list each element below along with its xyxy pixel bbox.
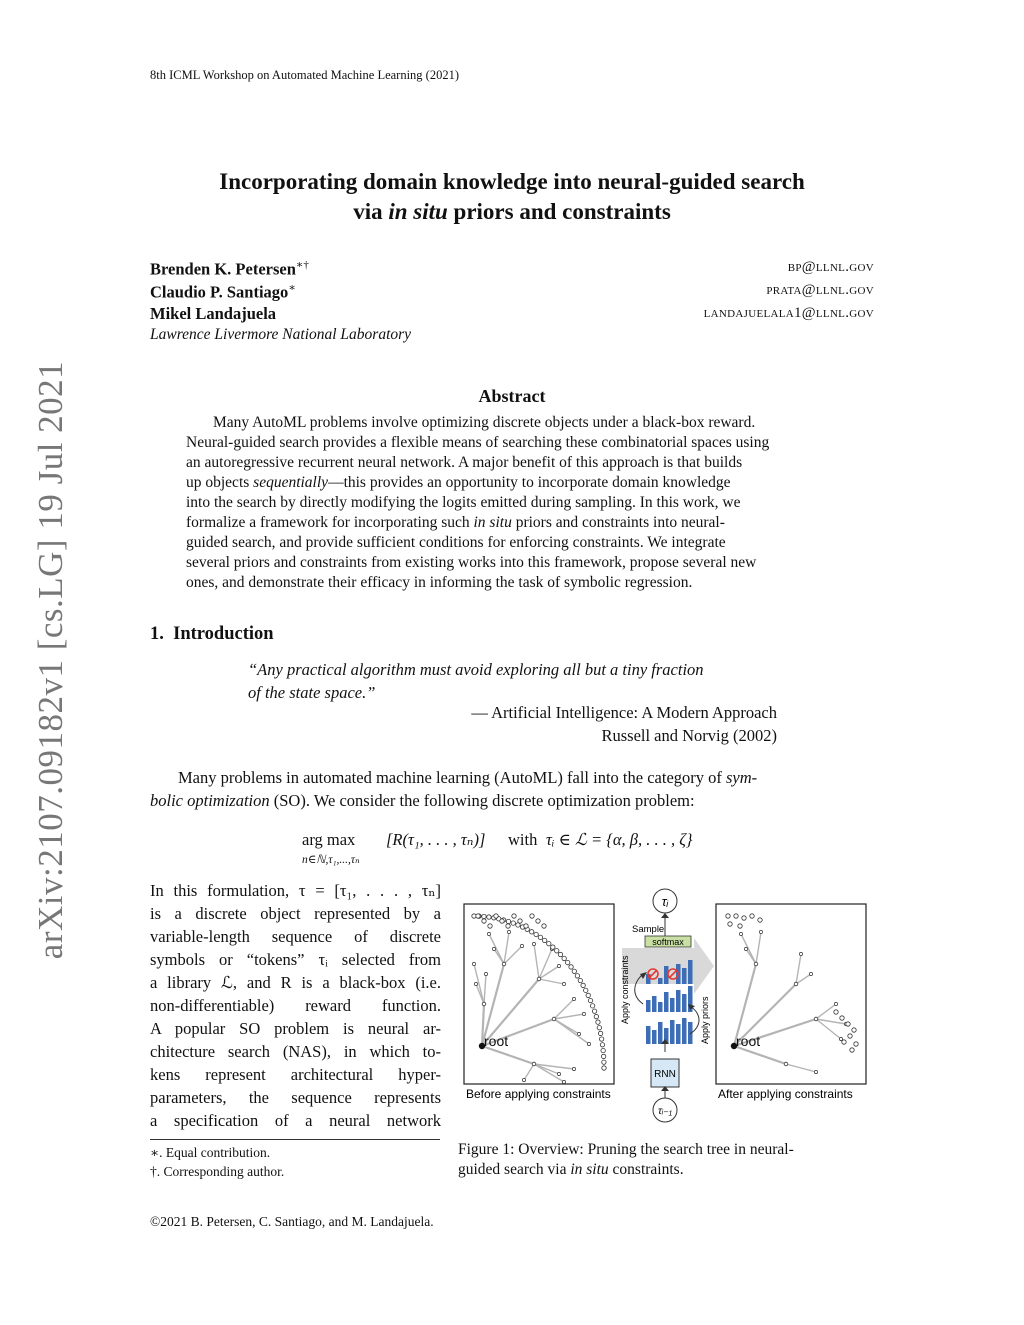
tree-leaf [551,945,555,949]
tree-leaf [728,922,732,926]
author-marks: ∗† [295,259,309,271]
author-email[interactable]: prata@llnl.gov [766,282,874,298]
logit-bar [652,1030,657,1044]
tree-leaf [850,1048,854,1052]
tree-node [562,1080,565,1083]
author-email[interactable]: bp@llnl.gov [787,259,874,275]
token-output-label: τᵢ [661,894,669,909]
tree-leaf [542,938,546,942]
apply-priors-label: Apply priors [700,996,710,1044]
arxiv-stamp: arXiv:2107.09182v1 [cs.LG] 19 Jul 2021 [31,360,70,960]
tree-leaf [482,914,486,918]
tree-leaf [581,983,585,987]
equation-argmax: arg max [302,830,356,849]
tree-node [502,962,506,966]
author-name: Brenden K. Petersen∗† [150,259,309,279]
tree-leaf [750,914,754,918]
paper-title-line2 [0,197,1024,227]
equation-with: with [508,830,538,849]
equation-condition: τᵢ ∈ ℒ = {α, β, . . . , ζ} [546,830,693,849]
tree-leaf [506,924,510,928]
affiliation: Lawrence Livermore National Laboratory [150,326,412,343]
logit-bar [664,992,669,1012]
author-name: Claudio P. Santiago∗ [150,282,296,302]
epigraph-attribution: Russell and Norvig (2002) [601,726,777,745]
author-row [150,281,874,304]
logits-raw [646,1018,693,1044]
tree-leaf [846,1022,850,1026]
logit-bar [652,996,657,1012]
tree-leaf [488,924,492,928]
title-italic: in situ [388,199,448,224]
logit-bar [676,1024,681,1044]
tree-leaf [529,930,533,934]
tree-node [582,1012,585,1015]
tree-node [577,1032,580,1035]
body-line: A popular SO problem is neural ar- [150,1019,441,1038]
token-input-label: τᵢ₋₁ [657,1105,673,1117]
tree-node [744,947,747,950]
tree-node [814,1070,817,1073]
footnote: ∗. Equal contribution. [150,1145,271,1160]
abstract-line: guided search, and provide sufficient conditions for enforcing constraints. We integrate [186,534,726,551]
body-line: a specification of a neural network [150,1111,441,1130]
abstract-line: Neural-guided search provides a flexible means of searching these combinatorial spaces using [186,434,770,451]
body-line: a library ℒ, and R is a black-box (i.e. [150,973,441,992]
equation-expression: [R(τ₁, . . . , τₙ)] [386,830,486,849]
sample-label: Sample [632,924,665,935]
tree-node [587,1042,590,1045]
tree-leaf [852,1028,856,1032]
tree-node [759,930,762,933]
rnn-label: RNN [654,1069,676,1080]
figure-overview [462,888,874,1128]
tree-before-frame [464,904,614,1084]
root-label-before: root [484,1033,509,1049]
tree-leaf [734,914,738,918]
tree-leaf [518,919,522,923]
tree-leaf [530,914,534,918]
tree-node [754,962,758,966]
tree-leaf [506,919,510,923]
logit-bar [682,968,687,984]
title-prefix: via [353,199,389,224]
tree-node [532,1062,536,1066]
tree-leaf [596,1020,600,1024]
label-before: Before applying constraints [466,1087,611,1101]
tree-leaf [602,1060,606,1064]
tree-leaf [512,914,516,918]
author-marks: ∗ [288,282,296,294]
tree-node [739,932,742,935]
tree-leaf [555,949,559,953]
tree-leaf [601,1048,605,1052]
tree-leaf [602,1066,606,1070]
tree-node [784,1062,788,1066]
tree-node [839,1037,842,1040]
tree-leaf [854,1042,858,1046]
intro-line: Many problems in automated machine learning (AutoML) fall into the category of sym- [178,768,758,787]
tree-leaf [600,1043,604,1047]
epigraph-attribution: — Artificial Intelligence: A Modern Approach [471,703,777,722]
logit-bar [670,1020,675,1044]
tree-leaf [599,1037,603,1041]
venue-header: 8th ICML Workshop on Automated Machine Learning (2021) [150,68,460,82]
apply-constraints-label: Apply constraints [620,955,630,1024]
tree-leaf [482,919,486,923]
author-row [150,304,874,327]
intro-line: bolic optimization (SO). We consider the following discrete optimization problem: [150,791,695,810]
body-line: chitecture search (NAS), in which to- [150,1042,441,1061]
tree-leaf [758,918,762,922]
logit-bar [682,994,687,1012]
tree-leaf [588,998,592,1002]
tree-node [520,944,523,947]
logit-bar [658,1002,663,1012]
tree-leaf [500,919,504,923]
sample-arrowhead [661,913,669,918]
logit-bar [670,998,675,1012]
body-line: is a discrete object represented by a [150,904,441,923]
tree-leaf [487,915,491,919]
tree-node [472,962,475,965]
tree-node [814,1017,818,1021]
tree-leaf [834,1010,838,1014]
body-line: variable-length sequence of discrete [150,927,441,946]
abstract-line: formalize a framework for incorporating such in situ priors and constraints into neural- [186,514,725,531]
tree-leaf [534,932,538,936]
epigraph-line: “Any practical algorithm must avoid exploring all but a tiny fraction [248,660,704,679]
tree-leaf [726,914,730,918]
tree-leaf [524,924,528,928]
epigraph-line: of the state space.” [248,683,376,702]
body-line: kens represent architectural hyper- [150,1065,441,1084]
title-suffix: priors and constraints [447,199,671,224]
tree-leaf [575,974,579,978]
figure-caption-line: guided search via in situ constraints. [458,1161,684,1178]
body-line: parameters, the sequence represents [150,1088,441,1107]
tree-leaf [511,921,515,925]
tree-node [562,982,565,985]
author-row [150,258,874,281]
tree-leaf [594,1014,598,1018]
body-line: non-differentiable) reward function. [150,996,441,1015]
tree-leaf [572,969,576,973]
paper-title-line1: Incorporating domain knowledge into neural-guided search [219,169,805,194]
tree-leaf [558,952,562,956]
label-after: After applying constraints [718,1087,853,1101]
tree-leaf [590,1004,594,1008]
tree-leaf [840,1016,844,1020]
tree-node [799,952,802,955]
tree-leaf [565,960,569,964]
tree-leaf [538,935,542,939]
tree-node [507,930,510,933]
tree-leaf [842,1040,846,1044]
logit-bar [658,978,663,984]
tree-leaf [586,993,590,997]
figure-svg [462,888,874,1128]
root-label-after: root [736,1033,761,1049]
tree-leaf [597,1026,601,1030]
tree-node [794,982,798,986]
abstract-line: ones, and demonstrate their efficacy in informing the task of symbolic regression. [186,574,693,591]
tree-after-frame [716,904,866,1084]
logit-bar [688,960,693,984]
tree-leaf [598,1031,602,1035]
tree-leaf [738,924,742,928]
author-email[interactable]: landajuelala1@llnl.gov [703,305,874,321]
figure-caption-line: Figure 1: Overview: Pruning the search tree in neural- [458,1141,794,1158]
softmax-label: softmax [652,937,684,947]
tree-node [484,972,487,975]
equation-subscript: n∈ℕ,τ₁,...,τₙ [302,854,360,866]
tree-leaf [476,914,480,918]
tree-leaf [848,1034,852,1038]
tree-node [809,972,812,975]
logit-bar [676,990,681,1012]
abstract-line: Many AutoML problems involve optimizing discrete objects under a black-box reward. [213,414,756,431]
footnote: †. Corresponding author. [150,1164,285,1179]
copyright-notice: ©2021 B. Petersen, C. Santiago, and M. Landajuela. [150,1214,434,1229]
tree-leaf [542,924,546,928]
tree-node [557,964,560,967]
abstract-line: up objects sequentially—this provides an opportunity to incorporate domain knowledge [186,474,731,491]
tree-node [492,947,495,950]
tree-leaf [536,919,540,923]
tree-node [557,1072,560,1075]
logit-bar [682,1018,687,1044]
tree-node [537,977,541,981]
abstract-line: several priors and constraints from existing works into this framework, propose several new [186,554,757,571]
tree-node [552,1017,556,1021]
tree-leaf [494,914,498,918]
tree-leaf [601,1054,605,1058]
footnote-divider [150,1139,440,1140]
body-line: In this formulation, τ = [τ₁, . . . , τₙ] [150,881,441,900]
tree-node [834,1002,837,1005]
abstract-heading: Abstract [478,386,546,406]
tree-node [532,942,535,945]
tree-node [522,1078,525,1081]
tree-leaf [742,916,746,920]
tree-leaf [569,965,573,969]
logits-prior [646,986,693,1012]
body-line: symbols or “tokens” τᵢ selected from [150,950,441,969]
tree-node [572,997,575,1000]
tree-node [487,932,490,935]
abstract-line: an autoregressive recurrent neural network. A major benefit of this approach is that builds [186,454,743,471]
tree-leaf [592,1009,596,1013]
section-heading-introduction: 1. Introduction [150,624,274,644]
tree-leaf [578,978,582,982]
tree-leaf [584,988,588,992]
logit-bar [658,1022,663,1044]
author-name: Mikel Landajuela [150,304,277,323]
tree-leaf [547,941,551,945]
abstract-line: into the search by directly modifying the logits emitted during sampling. In this work, we [186,494,741,511]
tree-node [572,1067,575,1070]
tree-node [474,982,477,985]
tree-node [482,1002,486,1006]
logit-bar [646,1026,651,1044]
logit-bar [646,1000,651,1012]
tree-leaf [562,956,566,960]
